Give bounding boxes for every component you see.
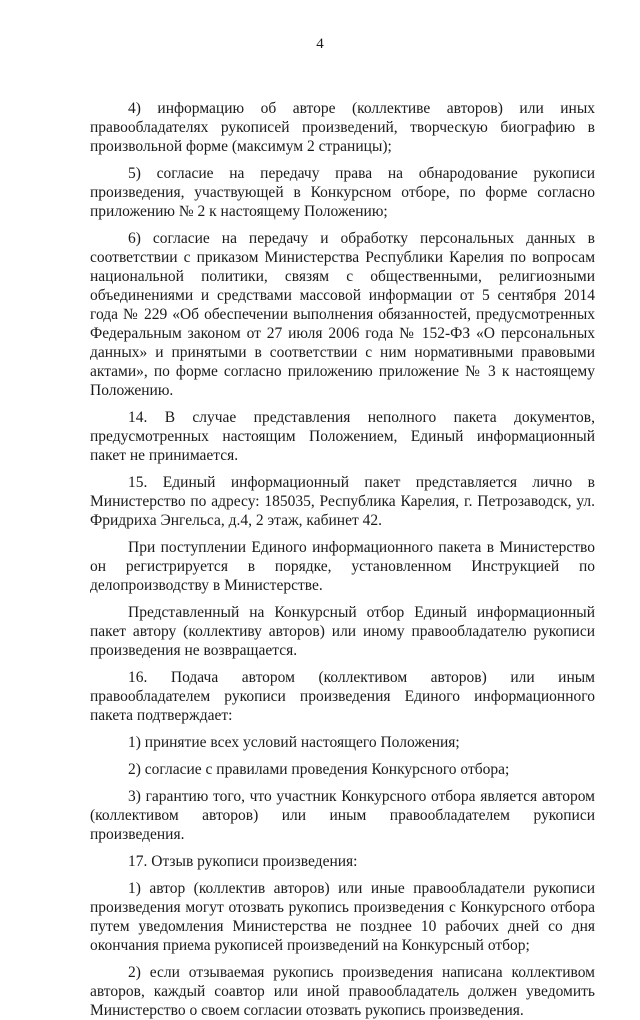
paragraph-clause-17-item-1: 1) автор (коллектив авторов) или иные правообладатели рукописи произведения могут отозвать рукопись произведения с Конкурсного отбора путем уведомления Министерства не позднее 10 рабочих дней со дня окончания приема рукописей произведений на Конкурсный отбор;: [90, 880, 595, 954]
paragraph-item-4-author-info: 4) информацию об авторе (коллективе авторов) или иных правообладателях рукописей произведений, творческую биографию в произвольной форме (максимум 2 страницы);: [90, 100, 595, 155]
document-body: [90, 99, 595, 1020]
paragraph-clause-16: 16. Подача автором (коллективом авторов) или иным правообладателем рукописи произведения Единого информационного пакета подтверждает:: [90, 669, 595, 724]
page-number: 4: [316, 36, 324, 52]
paragraph-clause-14: 14. В случае представления неполного пакета документов, предусмотренных настоящим Положением, Единый информационный пакет не принимается.: [90, 409, 595, 464]
paragraph-clause-15: 15. Единый информационный пакет представляется лично в Министерство по адресу: 185035, Республика Карелия, г. Петрозаводск, ул. Фридриха Энгельса, д.4, 2 этаж, кабинет 42.: [90, 474, 595, 529]
paragraph-item-6-personal-data-consent: 6) согласие на передачу и обработку персональных данных в соответствии с приказом Министерства Республики Карелия по вопросам национальной политики, связям с общественными, религиозными объединениями и средствами массовой информации от 5 сентября 2014 года № 229 «Об обеспечении выполнения обязанностей, предусмотренных Федеральным законом от 27 июля 2006 года № 152-ФЗ «О персональных данных» и принятыми в соответствии с ним нормативными правовыми актами», по форме согласно приложению приложение № 3 к настоящему Положению.: [90, 230, 595, 399]
paragraph-not-returned: Представленный на Конкурсный отбор Единый информационный пакет автору (коллективу авторов) или иному правообладателю рукописи произведения не возвращается.: [90, 604, 595, 659]
paragraph-clause-16-item-3: 3) гарантию того, что участник Конкурсного отбора является автором (коллективом авторов) или иным правообладателем рукописи произведения.: [90, 788, 595, 843]
paragraph-clause-16-item-1: 1) принятие всех условий настоящего Положения;: [128, 734, 460, 751]
paragraph-clause-16-item-2: 2) согласие с правилами проведения Конкурсного отбора;: [128, 761, 510, 778]
paragraph-registration: При поступлении Единого информационного пакета в Министерство он регистрируется в порядке, установленном Инструкцией по делопроизводству в Министерстве.: [90, 539, 595, 594]
paragraph-item-5-publication-consent: 5) согласие на передачу права на обнародование рукописи произведения, участвующей в Конкурсном отборе, по форме согласно приложению № 2 к настоящему Положению;: [90, 165, 595, 220]
paragraph-clause-17: 17. Отзыв рукописи произведения:: [128, 853, 358, 870]
paragraph-clause-17-item-2: 2) если отзываемая рукопись произведения написана коллективом авторов, каждый соавтор или иной правообладатель должен уведомить Министерство о своем согласии отозвать рукопись произведения.: [90, 964, 595, 1019]
